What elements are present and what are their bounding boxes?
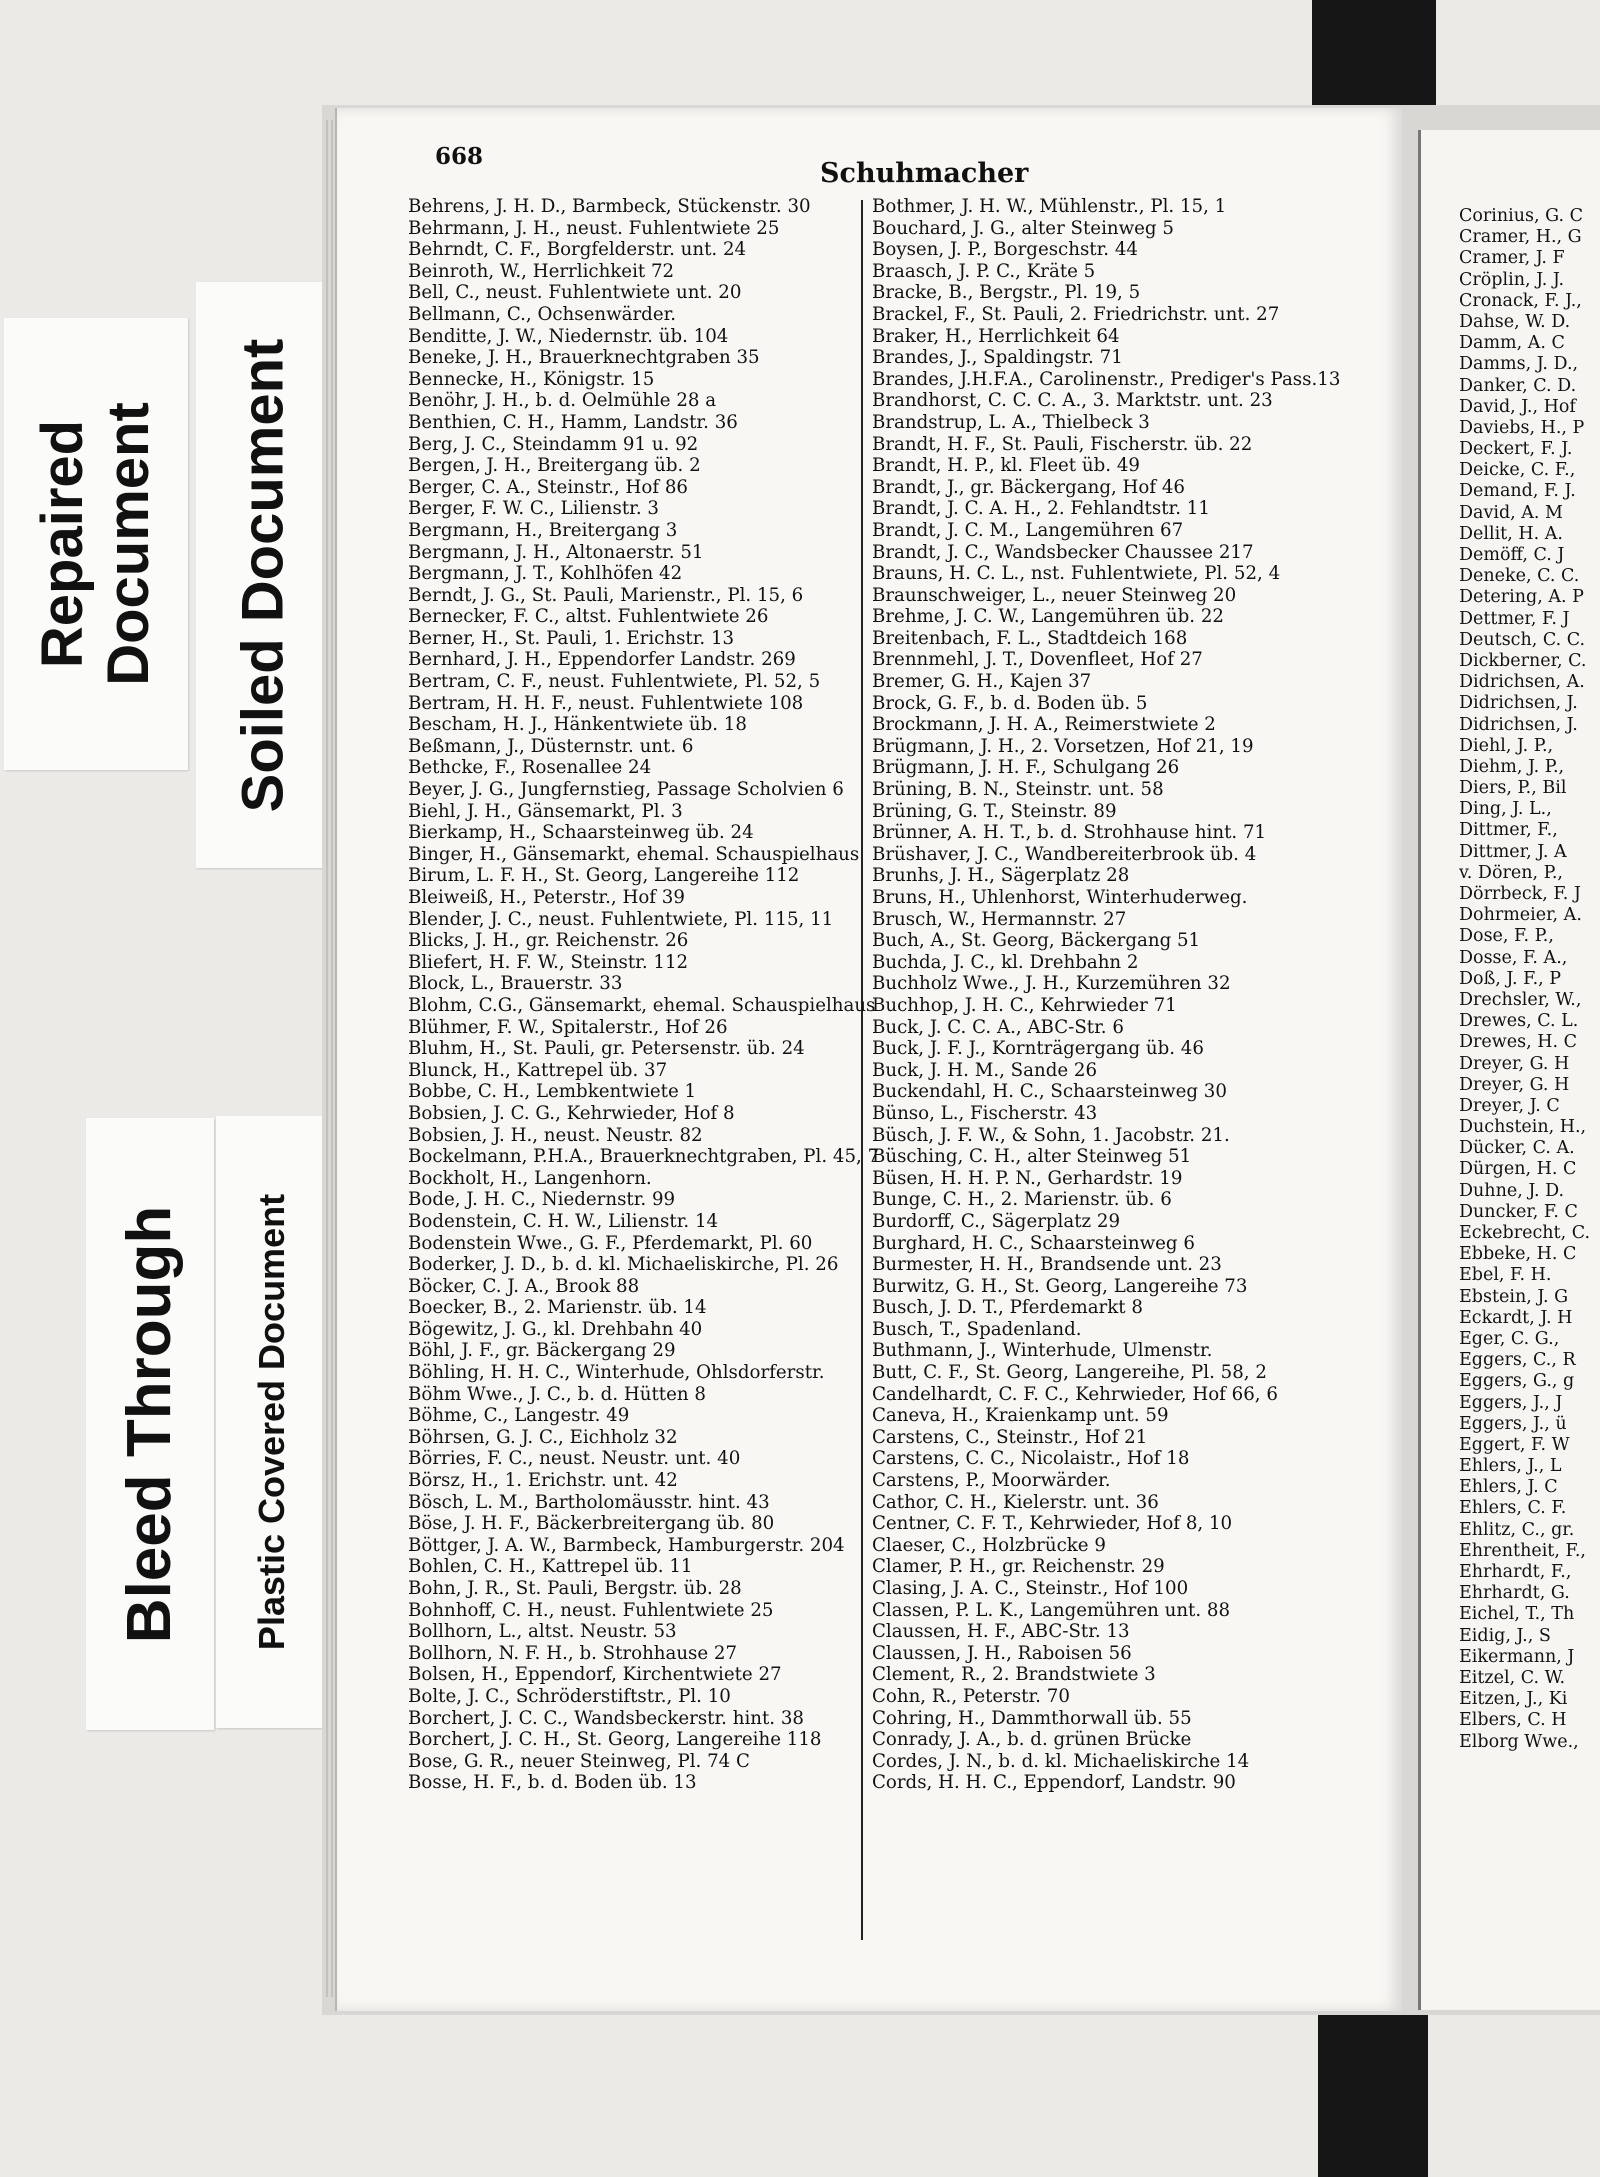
directory-entry: Eichel, T., Th bbox=[1459, 1604, 1575, 1625]
directory-entry: Eggers, J., J bbox=[1459, 1392, 1563, 1413]
directory-entry: Butt, C. F., St. Georg, Langereihe, Pl. 58, 2 bbox=[872, 1362, 1267, 1384]
directory-entry: Detering, A. P bbox=[1459, 587, 1584, 608]
directory-entry: Buthmann, J., Winterhude, Ulmenstr. bbox=[872, 1340, 1213, 1362]
directory-entry: Boderker, J. D., b. d. kl. Michaeliskirche, Pl. 26 bbox=[408, 1254, 839, 1276]
directory-entry: Borchert, J. C. H., St. Georg, Langereihe 118 bbox=[408, 1729, 822, 1751]
directory-entry: Bobsien, J. C. G., Kehrwieder, Hof 8 bbox=[408, 1102, 735, 1124]
directory-entry: Deicke, C. F., bbox=[1459, 460, 1576, 481]
directory-entry: Buchhop, J. H. C., Kehrwieder 71 bbox=[872, 994, 1177, 1016]
directory-entry: Brandt, J., gr. Bäckergang, Hof 46 bbox=[872, 476, 1185, 498]
directory-entry: Bernecker, F. C., altst. Fuhlentwiete 26 bbox=[408, 606, 769, 628]
directory-entry: Diehl, J. P., bbox=[1459, 735, 1554, 756]
directory-entry: Brunhs, J. H., Sägerplatz 28 bbox=[872, 865, 1130, 887]
directory-entry: Büsen, H. H. P. N., Gerhardstr. 19 bbox=[872, 1167, 1183, 1189]
directory-entry: Duncker, F. C bbox=[1459, 1201, 1578, 1222]
directory-entry: Drewes, C. L. bbox=[1459, 1011, 1579, 1032]
directory-entry: Dellit, H. A. bbox=[1459, 523, 1563, 544]
directory-entry: Beneke, J. H., Brauerknechtgraben 35 bbox=[408, 347, 760, 369]
directory-entry: Binger, H., Gänsemarkt, ehemal. Schauspielhaus bbox=[408, 843, 860, 865]
directory-entry: Behrens, J. H. D., Barmbeck, Stückenstr. 30 bbox=[408, 196, 811, 217]
directory-entry: Claussen, J. H., Raboisen 56 bbox=[872, 1642, 1132, 1664]
directory-entry: Ehlers, J., L bbox=[1459, 1456, 1562, 1477]
directory-entry: Behrmann, J. H., neust. Fuhlentwiete 25 bbox=[408, 217, 780, 239]
directory-entry: Buchholz Wwe., J. H., Kurzemühren 32 bbox=[872, 973, 1231, 995]
directory-entry: Bolsen, H., Eppendorf, Kirchentwiete 27 bbox=[408, 1664, 782, 1686]
directory-entry: Buck, J. C. C. A., ABC-Str. 6 bbox=[872, 1016, 1124, 1038]
directory-entry: Bobbe, C. H., Lembkentwiete 1 bbox=[408, 1081, 697, 1103]
directory-entry: Ehrhardt, G. bbox=[1459, 1583, 1570, 1604]
right-column bbox=[1459, 206, 1600, 1753]
page-edge-2 bbox=[331, 120, 333, 1997]
dark-strip-bottom bbox=[1318, 2010, 1428, 2177]
directory-entry: Dürgen, H. C bbox=[1459, 1159, 1577, 1180]
directory-entry: Böhme, C., Langestr. 49 bbox=[408, 1405, 630, 1427]
directory-entry: v. Dören, P., bbox=[1459, 862, 1563, 883]
directory-entry: Bollhorn, L., altst. Neustr. 53 bbox=[408, 1621, 677, 1643]
directory-entry: Deckert, F. J. bbox=[1459, 439, 1573, 460]
directory-entry: Brüshaver, J. C., Wandbereiterbrook üb. 4 bbox=[872, 843, 1257, 865]
directory-entry: Brandt, J. C. A. H., 2. Fehlandtstr. 11 bbox=[872, 498, 1210, 520]
directory-entry: Bobsien, J. H., neust. Neustr. 82 bbox=[408, 1124, 703, 1146]
directory-entry: Bose, G. R., neuer Steinweg, Pl. 74 C bbox=[408, 1750, 750, 1772]
directory-entry: Borchert, J. C. C., Wandsbeckerstr. hint. 38 bbox=[408, 1707, 804, 1729]
directory-entry: Bergmann, H., Breitergang 3 bbox=[408, 519, 678, 541]
directory-entry: Eckardt, J. H bbox=[1459, 1307, 1573, 1328]
directory-entry: Brüning, G. T., Steinstr. 89 bbox=[872, 800, 1117, 822]
directory-entry: Classen, P. L. K., Langemühren unt. 88 bbox=[872, 1599, 1231, 1621]
directory-entry: Brüning, B. N., Steinstr. unt. 58 bbox=[872, 779, 1164, 801]
repaired-document-tab bbox=[4, 318, 188, 770]
directory-entry: Böhm Wwe., J. C., b. d. Hütten 8 bbox=[408, 1383, 706, 1405]
directory-entry: Blicks, J. H., gr. Reichenstr. 26 bbox=[408, 930, 689, 952]
directory-entry: Buckendahl, H. C., Schaarsteinweg 30 bbox=[872, 1081, 1227, 1103]
directory-entry: Boecker, B., 2. Marienstr. üb. 14 bbox=[408, 1297, 707, 1319]
directory-entry: Bernhard, J. H., Eppendorfer Landstr. 269 bbox=[408, 649, 796, 671]
directory-entry: Cramer, H., G bbox=[1459, 227, 1582, 248]
directory-entry: Ebel, F. H. bbox=[1459, 1265, 1552, 1286]
directory-entry: Dohrmeier, A. bbox=[1459, 905, 1582, 926]
directory-entry: Bremer, G. H., Kajen 37 bbox=[872, 671, 1092, 693]
directory-entry: Demand, F. J. bbox=[1459, 481, 1576, 502]
directory-entry: Brackel, F., St. Pauli, 2. Friedrichstr. unt. 27 bbox=[872, 303, 1280, 325]
directory-entry: Dickberner, C. bbox=[1459, 650, 1587, 671]
directory-entry: Didrichsen, J. bbox=[1459, 714, 1578, 735]
soiled-label: Soiled Document bbox=[230, 338, 296, 812]
directory-entry: Ehrhardt, F., bbox=[1459, 1562, 1572, 1582]
directory-entry: Berndt, J. G., St. Pauli, Marienstr., Pl. 15, 6 bbox=[408, 584, 804, 606]
directory-entry: Eikermann, J bbox=[1459, 1646, 1575, 1667]
directory-entry: Brandstrup, L. A., Thielbeck 3 bbox=[872, 411, 1150, 433]
directory-entry: Eger, C. G., bbox=[1459, 1328, 1560, 1349]
directory-entry: Carstens, C., Steinstr., Hof 21 bbox=[872, 1426, 1148, 1448]
directory-entry: Dahse, W. D. bbox=[1459, 311, 1571, 332]
directory-entry: Bennecke, H., Königstr. 15 bbox=[408, 368, 655, 390]
directory-entry: Blühmer, F. W., Spitalerstr., Hof 26 bbox=[408, 1016, 728, 1038]
directory-entry: Block, L., Brauerstr. 33 bbox=[408, 973, 623, 995]
directory-entry: Bell, C., neust. Fuhlentwiete unt. 20 bbox=[408, 282, 742, 304]
bleed-through-tab bbox=[86, 1118, 214, 1730]
page-number: 668 bbox=[435, 143, 484, 170]
directory-entry: Corinius, G. C bbox=[1459, 206, 1584, 226]
middle-column bbox=[872, 196, 1392, 1794]
directory-entry: Blunck, H., Kattrepel üb. 37 bbox=[408, 1059, 668, 1081]
directory-entry: Buch, A., St. Georg, Bäckergang 51 bbox=[872, 930, 1201, 952]
directory-entry: Böhling, H. H. C., Winterhude, Ohlsdorferstr. bbox=[408, 1362, 825, 1384]
directory-entry: Ehlitz, C., gr. bbox=[1459, 1519, 1575, 1540]
directory-entry: Bouchard, J. G., alter Steinweg 5 bbox=[872, 217, 1174, 239]
directory-entry: Bescham, H. J., Hänkentwiete üb. 18 bbox=[408, 714, 747, 736]
plastic-label: Plastic Covered Document bbox=[251, 1193, 293, 1651]
directory-entry: Böhl, J. F., gr. Bäckergang 29 bbox=[408, 1340, 676, 1362]
directory-entry: Buck, J. H. M., Sande 26 bbox=[872, 1059, 1098, 1081]
directory-entry: Bierkamp, H., Schaarsteinweg üb. 24 bbox=[408, 822, 754, 844]
repaired-label-line-2: Document bbox=[96, 402, 162, 686]
directory-entry: Brügmann, J. H., 2. Vorsetzen, Hof 21, 19 bbox=[872, 735, 1254, 757]
directory-entry: Carstens, P., Moorwärder. bbox=[872, 1470, 1111, 1492]
directory-entry: Boysen, J. P., Borgeschstr. 44 bbox=[872, 239, 1138, 261]
directory-entry: Brandhorst, C. C. C. A., 3. Marktstr. unt. 23 bbox=[872, 390, 1273, 412]
directory-entry: Clement, R., 2. Brandstwiete 3 bbox=[872, 1664, 1156, 1686]
directory-entry: Brauns, H. C. L., nst. Fuhlentwiete, Pl. 52, 4 bbox=[872, 563, 1281, 585]
directory-entry: Burdorff, C., Sägerplatz 29 bbox=[872, 1210, 1121, 1232]
directory-entry: Bohn, J. R., St. Pauli, Bergstr. üb. 28 bbox=[408, 1578, 742, 1599]
dark-strip-top bbox=[1312, 0, 1436, 112]
directory-entry: Dosse, F. A., bbox=[1459, 947, 1568, 968]
directory-entry: Daviebs, H., P bbox=[1459, 417, 1585, 438]
directory-entry: Danker, C. D. bbox=[1459, 375, 1577, 396]
directory-entry: Damm, A. C bbox=[1459, 333, 1565, 354]
directory-entry: Diers, P., Bil bbox=[1459, 778, 1567, 799]
directory-entry: Cords, H. H. C., Eppendorf, Landstr. 90 bbox=[872, 1772, 1236, 1794]
directory-entry: Elbers, C. H bbox=[1459, 1710, 1567, 1731]
directory-entry: Brünner, A. H. T., b. d. Strohhause hint. 71 bbox=[872, 822, 1267, 844]
directory-entry: Eggers, J., ü bbox=[1459, 1413, 1567, 1434]
directory-entry: Burghard, H. C., Schaarsteinweg 6 bbox=[872, 1232, 1195, 1254]
directory-entry: Böcker, C. J. A., Brook 88 bbox=[408, 1275, 640, 1297]
directory-entry: Eitzen, J., Ki bbox=[1459, 1689, 1568, 1710]
directory-entry: Candelhardt, C. F. C., Kehrwieder, Hof 66, 6 bbox=[872, 1383, 1278, 1405]
directory-entry: Bodenstein, C. H. W., Lilienstr. 14 bbox=[408, 1210, 719, 1232]
directory-entry: Bergmann, J. T., Kohlhöfen 42 bbox=[408, 563, 683, 585]
directory-entry: Didrichsen, A. bbox=[1459, 672, 1585, 693]
directory-entry: Brandt, J. C., Wandsbecker Chaussee 217 bbox=[872, 541, 1254, 563]
directory-entry: Busch, J. D. T., Pferdemarkt 8 bbox=[872, 1297, 1143, 1319]
directory-entry: Ebstein, J. G bbox=[1459, 1286, 1569, 1307]
directory-entry: Berg, J. C., Steindamm 91 u. 92 bbox=[408, 433, 699, 455]
directory-entry: Börsz, H., 1. Erichstr. unt. 42 bbox=[408, 1470, 678, 1492]
directory-entry: Duchstein, H., bbox=[1459, 1117, 1587, 1138]
directory-entry: Cohring, H., Dammthorwall üb. 55 bbox=[872, 1707, 1192, 1729]
directory-entry: Clamer, P. H., gr. Reichenstr. 29 bbox=[872, 1556, 1165, 1578]
directory-entry: Brockmann, J. H. A., Reimerstwiete 2 bbox=[872, 714, 1216, 736]
directory-entry: Dettmer, F. J bbox=[1459, 608, 1570, 629]
directory-entry: Berner, H., St. Pauli, 1. Erichstr. 13 bbox=[408, 627, 735, 649]
directory-entry: Ehlers, J. C bbox=[1459, 1477, 1558, 1498]
directory-entry: Büsching, C. H., alter Steinweg 51 bbox=[872, 1146, 1192, 1168]
directory-entry: Böttger, J. A. W., Barmbeck, Hamburgerstr. 204 bbox=[408, 1534, 845, 1556]
directory-entry: Bertram, C. F., neust. Fuhlentwiete, Pl. 52, 5 bbox=[408, 671, 821, 693]
directory-entry: Cröplin, J. J. bbox=[1459, 269, 1565, 290]
directory-entry: Deutsch, C. C. bbox=[1459, 629, 1586, 650]
directory-entry: Brügmann, J. H. F., Schulgang 26 bbox=[872, 757, 1180, 779]
directory-entry: Dücker, C. A. bbox=[1459, 1138, 1575, 1159]
directory-entry: Brandes, J., Spaldingstr. 71 bbox=[872, 347, 1123, 369]
directory-entry: Burwitz, G. H., St. Georg, Langereihe 73 bbox=[872, 1275, 1248, 1297]
directory-entry: Ehlers, C. F. bbox=[1459, 1498, 1567, 1519]
directory-entry: Behrndt, C. F., Borgfelderstr. unt. 24 bbox=[408, 239, 747, 261]
directory-entry: Birum, L. F. H., St. Georg, Langereihe 112 bbox=[408, 865, 800, 887]
directory-entry: Brandt, H. F., St. Pauli, Fischerstr. üb. 22 bbox=[872, 433, 1253, 455]
directory-entry: Bluhm, H., St. Pauli, gr. Petersenstr. üb. 24 bbox=[408, 1038, 805, 1060]
directory-entry: Braasch, J. P. C., Kräte 5 bbox=[872, 260, 1096, 282]
directory-entry: Demöff, C. J bbox=[1459, 545, 1565, 565]
directory-entry: Buchda, J. C., kl. Drehbahn 2 bbox=[872, 951, 1139, 973]
directory-entry: Claussen, H. F., ABC-Str. 13 bbox=[872, 1621, 1130, 1643]
directory-entry: Büsch, J. F. W., & Sohn, 1. Jacobstr. 21. bbox=[872, 1124, 1230, 1146]
directory-entry: Duhne, J. D. bbox=[1459, 1180, 1565, 1201]
directory-entry: Eggers, C., R bbox=[1459, 1350, 1576, 1371]
directory-entry: Breitenbach, F. L., Stadtdeich 168 bbox=[872, 627, 1188, 649]
directory-entry: Cordes, J. N., b. d. kl. Michaeliskirche 14 bbox=[872, 1750, 1250, 1772]
directory-entry: Bertram, H. H. F., neust. Fuhlentwiete 108 bbox=[408, 692, 804, 714]
directory-entry: Benthien, C. H., Hamm, Landstr. 36 bbox=[408, 411, 738, 433]
bleed-label: Bleed Through bbox=[115, 1205, 185, 1643]
directory-entry: Centner, C. F. T., Kehrwieder, Hof 8, 10 bbox=[872, 1513, 1233, 1535]
directory-entry: Bösch, L. M., Bartholomäusstr. hint. 43 bbox=[408, 1491, 770, 1513]
directory-entry: Dreyer, G. H bbox=[1459, 1074, 1570, 1095]
directory-entry: Eckebrecht, C. bbox=[1459, 1223, 1591, 1243]
plastic-covered-tab bbox=[216, 1116, 328, 1728]
directory-entry: Bothmer, J. H. W., Mühlenstr., Pl. 15, 1 bbox=[872, 196, 1227, 217]
directory-entry: Bergen, J. H., Breitergang üb. 2 bbox=[408, 455, 701, 477]
directory-entry: Dörrbeck, F. J bbox=[1459, 884, 1581, 904]
directory-entry: Beinroth, W., Herrlichkeit 72 bbox=[408, 260, 675, 282]
directory-entry: Bellmann, C., Ochsenwärder. bbox=[408, 303, 677, 325]
directory-entry: Brennmehl, J. T., Dovenfleet, Hof 27 bbox=[872, 649, 1203, 671]
directory-entry: Berger, C. A., Steinstr., Hof 86 bbox=[408, 476, 689, 498]
directory-entry: Bodenstein Wwe., G. F., Pferdemarkt, Pl. 60 bbox=[408, 1232, 813, 1254]
directory-entry: Caneva, H., Kraienkamp unt. 59 bbox=[872, 1405, 1169, 1427]
directory-entry: Claeser, C., Holzbrücke 9 bbox=[872, 1534, 1106, 1556]
directory-entry: Bockelmann, P.H.A., Brauerknechtgraben, Pl. 45, 7 bbox=[408, 1146, 880, 1168]
directory-entry: Eidig, J., S bbox=[1459, 1625, 1551, 1646]
directory-entry: Doß, J. F., P bbox=[1459, 968, 1562, 989]
directory-entry: Braker, H., Herrlichkeit 64 bbox=[872, 325, 1120, 347]
directory-entry: Benditte, J. W., Niedernstr. üb. 104 bbox=[408, 325, 729, 347]
directory-entry: Cathor, C. H., Kielerstr. unt. 36 bbox=[872, 1491, 1159, 1513]
directory-entry: Ding, J. L., bbox=[1459, 799, 1552, 820]
directory-entry: Clasing, J. A. C., Steinstr., Hof 100 bbox=[872, 1578, 1189, 1599]
directory-entry: Eggert, F. W bbox=[1459, 1434, 1570, 1455]
directory-entry: Bohnhoff, C. H., neust. Fuhlentwiete 25 bbox=[408, 1599, 774, 1621]
directory-entry: Brehme, J. C. W., Langemühren üb. 22 bbox=[872, 606, 1224, 628]
directory-entry: Cramer, J. F bbox=[1459, 248, 1565, 269]
directory-entry: Dittmer, J. A bbox=[1459, 841, 1567, 862]
directory-entry: Ehrentheit, F., bbox=[1459, 1540, 1586, 1561]
directory-entry: Damms, J. D., bbox=[1459, 354, 1579, 375]
right-page bbox=[1418, 130, 1600, 2010]
directory-entry: Dreyer, G. H bbox=[1459, 1053, 1570, 1074]
directory-entry: Drewes, H. C bbox=[1459, 1032, 1577, 1053]
directory-entry: Böhrsen, G. J. C., Eichholz 32 bbox=[408, 1426, 678, 1448]
directory-entry: Elborg Wwe., bbox=[1459, 1731, 1579, 1752]
directory-entry: Biehl, J. H., Gänsemarkt, Pl. 3 bbox=[408, 800, 683, 822]
directory-entry: Bosse, H. F., b. d. Boden üb. 13 bbox=[408, 1772, 697, 1794]
directory-entry: Bollhorn, N. F. H., b. Strohhause 27 bbox=[408, 1642, 738, 1664]
directory-entry: Börries, F. C., neust. Neustr. unt. 40 bbox=[408, 1448, 741, 1470]
directory-entry: David, A. M bbox=[1459, 502, 1563, 523]
directory-entry: Cohn, R., Peterstr. 70 bbox=[872, 1685, 1070, 1707]
directory-entry: Bergmann, J. H., Altonaerstr. 51 bbox=[408, 541, 704, 563]
directory-entry: Ebbeke, H. C bbox=[1459, 1244, 1577, 1265]
directory-entry: Eitzel, C. W. bbox=[1459, 1667, 1566, 1688]
directory-entry: Brandt, J. C. M., Langemühren 67 bbox=[872, 519, 1184, 541]
directory-entry: Bode, J. H. C., Niedernstr. 99 bbox=[408, 1189, 676, 1211]
directory-entry: Brusch, W., Hermannstr. 27 bbox=[872, 908, 1127, 930]
soiled-document-tab bbox=[196, 282, 330, 868]
directory-entry: Eggers, G., g bbox=[1459, 1371, 1575, 1392]
directory-entry: Braunschweiger, L., neuer Steinweg 20 bbox=[872, 584, 1237, 606]
directory-entry: Beyer, J. G., Jungfernstieg, Passage Scholvien 6 bbox=[408, 779, 844, 801]
directory-entry: Busch, T., Spadenland. bbox=[872, 1318, 1082, 1340]
directory-entry: Carstens, C. C., Nicolaistr., Hof 18 bbox=[872, 1448, 1190, 1470]
directory-entry: Benöhr, J. H., b. d. Oelmühle 28 a bbox=[408, 390, 717, 412]
directory-entry: Bockholt, H., Langenhorn. bbox=[408, 1167, 652, 1189]
page-header: Schuhmacher bbox=[820, 158, 1029, 189]
directory-entry: Beßmann, J., Düsternstr. unt. 6 bbox=[408, 735, 694, 757]
directory-entry: Bolte, J. C., Schröderstiftstr., Pl. 10 bbox=[408, 1685, 731, 1707]
directory-entry: David, J., Hof bbox=[1459, 396, 1576, 417]
directory-entry: Cronack, F. J., bbox=[1459, 290, 1582, 311]
directory-entry: Bracke, B., Bergstr., Pl. 19, 5 bbox=[872, 282, 1141, 304]
directory-entry: Bliefert, H. F. W., Steinstr. 112 bbox=[408, 951, 689, 973]
directory-entry: Didrichsen, J. bbox=[1459, 693, 1578, 714]
directory-entry: Brock, G. F., b. d. Boden üb. 5 bbox=[872, 692, 1148, 714]
directory-entry: Bethcke, F., Rosenallee 24 bbox=[408, 757, 652, 779]
directory-entry: Berger, F. W. C., Lilienstr. 3 bbox=[408, 498, 659, 520]
directory-entry: Dittmer, F., bbox=[1459, 820, 1558, 841]
directory-entry: Bleiweiß, H., Peterstr., Hof 39 bbox=[408, 887, 685, 908]
directory-entry: Conrady, J. A., b. d. grünen Brücke bbox=[872, 1729, 1192, 1751]
directory-entry: Buck, J. F. J., Kornträgergang üb. 46 bbox=[872, 1038, 1204, 1060]
directory-entry: Blender, J. C., neust. Fuhlentwiete, Pl. 115, 11 bbox=[408, 908, 834, 930]
directory-entry: Diehm, J. P., bbox=[1459, 756, 1565, 777]
directory-entry: Dose, F. P., bbox=[1459, 926, 1554, 947]
directory-entry: Bohlen, C. H., Kattrepel üb. 11 bbox=[408, 1556, 693, 1578]
directory-entry: Deneke, C. C. bbox=[1459, 566, 1580, 587]
directory-entry: Brandt, H. P., kl. Fleet üb. 49 bbox=[872, 455, 1140, 477]
directory-entry: Bünso, L., Fischerstr. 43 bbox=[872, 1102, 1098, 1124]
directory-entry: Böse, J. H. F., Bäckerbreitergang üb. 80 bbox=[408, 1513, 775, 1535]
directory-entry: Burmester, H. H., Brandsende unt. 23 bbox=[872, 1254, 1222, 1276]
directory-entry: Bunge, C. H., 2. Marienstr. üb. 6 bbox=[872, 1189, 1172, 1211]
page-edge-1 bbox=[326, 120, 328, 1997]
left-column bbox=[408, 196, 886, 1794]
directory-entry: Bruns, H., Uhlenhorst, Winterhuderweg. bbox=[872, 887, 1248, 908]
directory-entry: Blohm, C.G., Gänsemarkt, ehemal. Schauspielhaus bbox=[408, 994, 876, 1016]
directory-entry: Bögewitz, J. G., kl. Drehbahn 40 bbox=[408, 1318, 703, 1340]
repaired-label-line-1: Repaired bbox=[30, 419, 96, 669]
directory-entry: Brandes, J.H.F.A., Carolinenstr., Prediger's Pass.13 bbox=[872, 368, 1341, 390]
directory-entry: Dreyer, J. C bbox=[1459, 1095, 1560, 1116]
directory-entry: Drechsler, W., bbox=[1459, 989, 1582, 1010]
